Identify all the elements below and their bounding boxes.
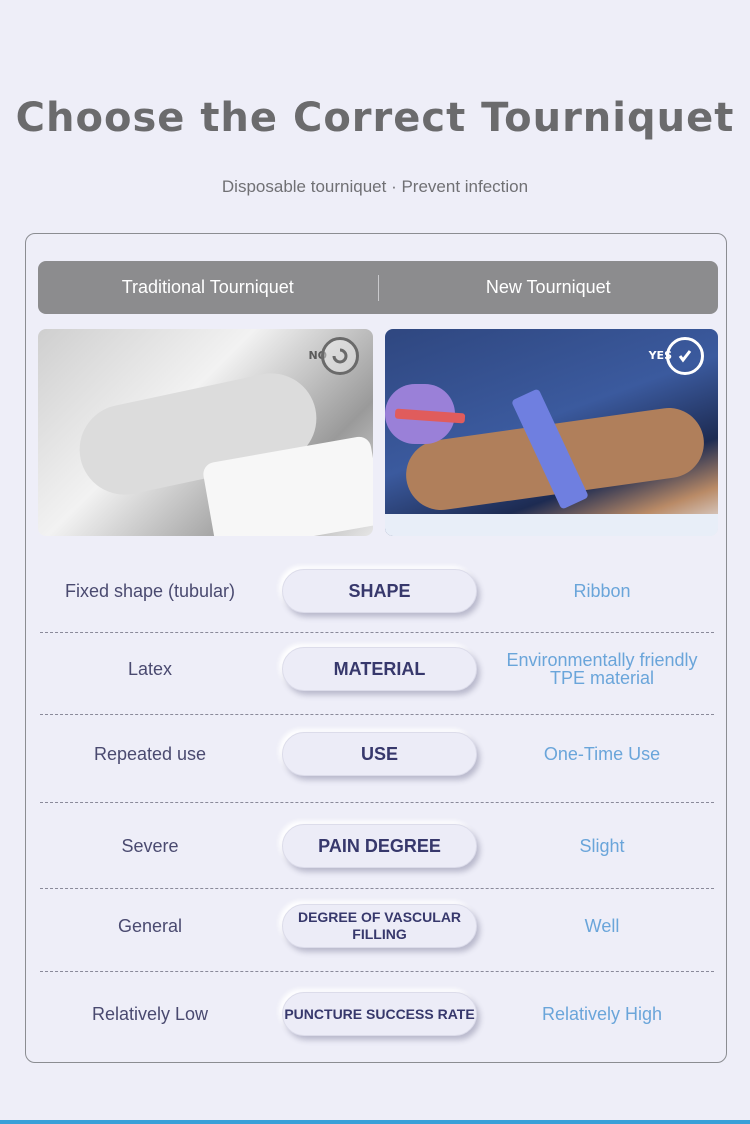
row-divider	[40, 971, 714, 972]
comparison-card	[25, 233, 727, 1063]
attribute-pill: USE	[282, 732, 477, 776]
comparison-row-vascular	[40, 904, 714, 948]
traditional-value: General	[117, 915, 183, 936]
new-value: Well	[584, 916, 620, 936]
new-value: Relatively High	[541, 1004, 663, 1024]
traditional-value: Relatively Low	[91, 1003, 209, 1024]
no-icon	[321, 337, 359, 375]
comparison-row-pain	[40, 824, 714, 868]
attribute-pill: DEGREE OF VASCULAR FILLING	[282, 904, 477, 948]
page-subtitle: Disposable tourniquet · Prevent infection	[221, 177, 529, 196]
bottom-accent-bar	[0, 1120, 750, 1124]
comparison-row-use	[40, 732, 714, 776]
traditional-value: Latex	[127, 658, 173, 679]
no-badge-label: NO	[308, 349, 327, 362]
attribute-pill: MATERIAL	[282, 647, 477, 691]
comparison-row-shape	[40, 569, 714, 613]
traditional-tourniquet-photo	[38, 329, 373, 536]
new-value: Ribbon	[573, 581, 631, 601]
row-divider	[40, 888, 714, 889]
row-divider	[40, 632, 714, 633]
new-value: One-Time Use	[543, 744, 661, 764]
header-new: New Tourniquet	[485, 277, 611, 297]
attribute-pill: PUNCTURE SUCCESS RATE	[282, 992, 477, 1036]
page-title: Choose the Correct Tourniquet	[15, 95, 735, 141]
pad-shape	[385, 514, 718, 536]
row-divider	[40, 802, 714, 803]
row-divider	[40, 714, 714, 715]
attribute-pill: SHAPE	[282, 569, 477, 613]
traditional-value: Repeated use	[93, 743, 207, 764]
comparison-row-puncture	[40, 992, 714, 1036]
new-tourniquet-photo	[385, 329, 718, 536]
yes-badge-label: YES	[648, 349, 672, 362]
comparison-row-material	[40, 647, 714, 691]
thumbs-up-icon	[666, 337, 704, 375]
traditional-value: Severe	[121, 835, 179, 856]
comparison-header	[38, 261, 718, 314]
traditional-value: Fixed shape (tubular)	[64, 580, 236, 601]
new-value: Environmentally friendly TPE material	[506, 650, 698, 688]
new-value: Slight	[579, 836, 625, 856]
attribute-pill: PAIN DEGREE	[282, 824, 477, 868]
header-traditional: Traditional Tourniquet	[121, 277, 294, 297]
